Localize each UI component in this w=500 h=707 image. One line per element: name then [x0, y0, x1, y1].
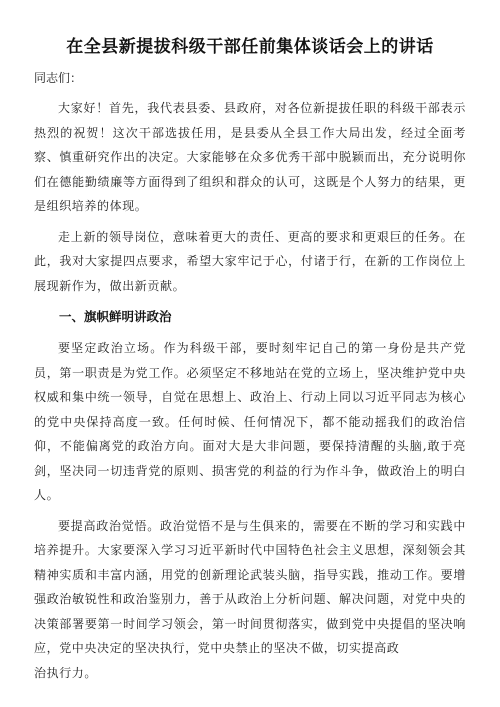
paragraph-tail: 治执行力。 — [34, 665, 98, 680]
paragraph-political-awareness: 要提高政治觉悟。政治觉悟不是与生俱来的，需要在不断的学习和实践中培养提升。大家要深入学习习近平新时代中国特色社会主义思想，深刻领会其精神实质和丰富内涵，用党的创新理论武装头脑，指导实践，推动工作。要增强政治敏锐性和政治鉴别力，善于从政治上分析问题、解决问题，对党中央的决策部署要第一时间学习领会，第一时间贯彻落实，做到党中央提倡的坚决响应，党中央决定的坚决执行，党中央禁止的坚决不做，切实提高政 — [34, 518, 466, 655]
paragraph-requirements: 走上新的领导岗位，意味着更大的责任、更高的要求和更艰巨的任务。在此，我对大家提四点要求，希望大家牢记于心，付诸于行，在新的工作岗位上展现新作为，做出新贡献。 — [34, 229, 466, 293]
section-heading: 一、旗帜鲜明讲政治 — [59, 309, 172, 324]
salutation: 同志们： — [34, 71, 83, 85]
paragraph-intro: 大家好！首先，我代表县委、县政府，对各位新提拔任职的科级干部表示热烈的祝贺！这次干部选拔任用，是县委从全县工作大局出发，经过全面考察、慎重研究作出的决定。大家能够在众多优秀干部中脱颖而出，充分说明你们在德能勤绩廉等方面得到了组织和群众的认可，这既是个人努力的结果，更是组织培养的体现。 — [34, 101, 466, 213]
page-title: 在全县新提拔科级干部任前集体谈话会上的讲话 — [66, 37, 434, 57]
paragraph-political-stance: 要坚定政治立场。作为科级干部，要时刻牢记自己的第一身份是共产党员，第一职责是为党工作。必须坚定不移地站在党的立场上，坚决维护党中央权威和集中统一领导，自觉在思想上、政治上、行动上同以习近平同志为核心的党中央保持高度一致。任何时候、任何情况下，都不能动摇我们的政治信仰，不能偏离党的政治方向。面对大是大非问题，要保持清醒的头脑,敢于亮剑，坚决同一切违背党的原则、损害党的利益的行为作斗争，做政治上的明白人。 — [34, 341, 466, 502]
